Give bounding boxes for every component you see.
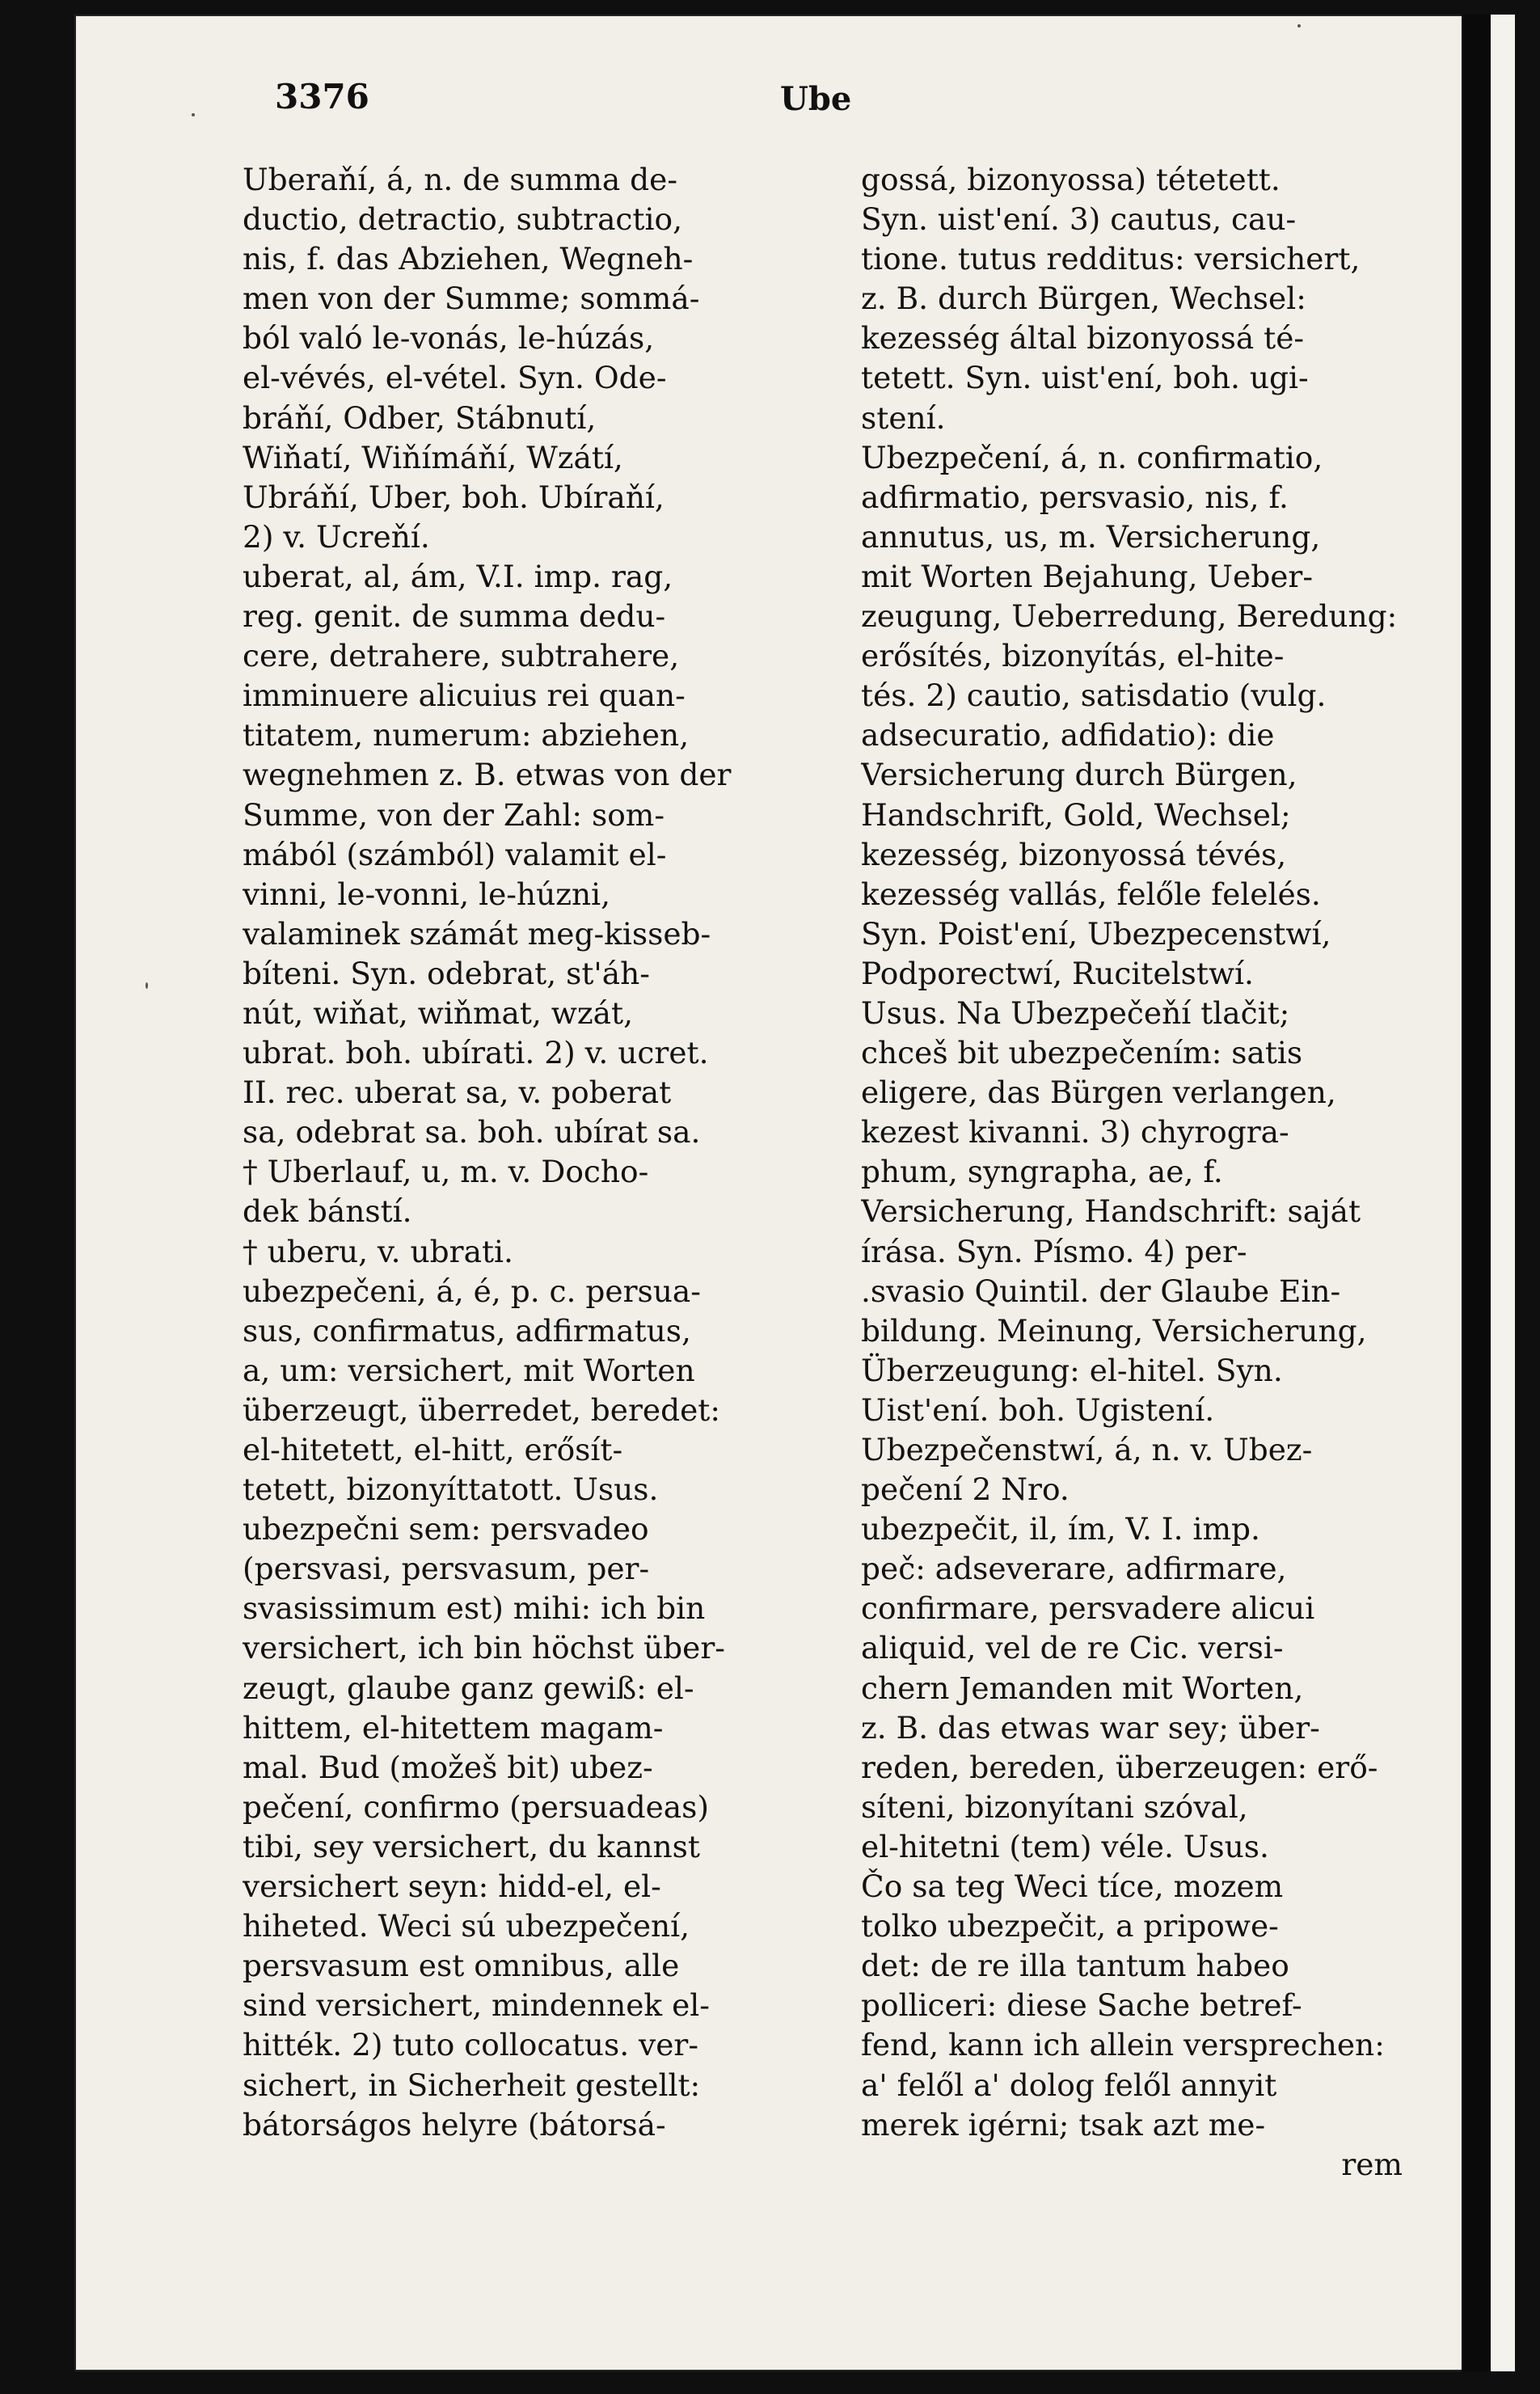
text-line: cere, detrahere, subtrahere,	[243, 638, 680, 674]
text-line: bíteni. Syn. odebrat, st'áh-	[243, 955, 650, 991]
text-line: polliceri: diese Sache betref-	[861, 1987, 1302, 2024]
text-line: adsecuratio, adfidatio): die	[861, 717, 1275, 754]
text-line: (persvasi, persvasum, per-	[243, 1551, 650, 1587]
text-line: men von der Summe; sommá-	[243, 281, 700, 317]
text-line: nút, wiňat, wiňmat, wzát,	[243, 994, 633, 1031]
text-line: valaminek számát meg-kisseb-	[243, 915, 711, 952]
text-line: hiheted. Weci sú ubezpečení,	[243, 1908, 690, 1944]
text-line: tetett, bizonyíttatott. Usus.	[243, 1471, 659, 1508]
text-line: Wiňatí, Wiňímáňí, Wzátí,	[243, 439, 623, 475]
text-line: Čo sa teg Weci tíce, mozem	[861, 1868, 1284, 1905]
text-line: sichert, in Sicherheit gestellt:	[243, 2067, 701, 2103]
text-line: Podporectwí, Rucitelstwí.	[861, 955, 1254, 991]
text-line: el-hitetni (tem) véle. Usus.	[861, 1828, 1269, 1864]
text-line: reg. genit. de summa dedu-	[243, 598, 666, 635]
text-line: el-vévés, el-vétel. Syn. Ode-	[243, 360, 667, 396]
text-line: sa, odebrat sa. boh. ubírat sa.	[243, 1114, 701, 1151]
text-line: Usus. Na Ubezpečeňí tlačit;	[861, 994, 1290, 1031]
text-line: stení.	[861, 399, 946, 436]
text-line: a' felől a' dolog felől annyit	[861, 2067, 1277, 2103]
text-line: Ubráňí, Uber, boh. Ubíraňí,	[243, 479, 665, 515]
print-speck	[192, 113, 195, 116]
catchword: rem	[1341, 2146, 1403, 2182]
text-line: chern Jemanden mit Worten,	[861, 1670, 1304, 1706]
text-line: mal. Bud (možeš bit) ubez-	[243, 1749, 653, 1785]
right-column	[861, 160, 1443, 2185]
left-column	[243, 160, 825, 2145]
print-speck	[1297, 24, 1301, 27]
text-line: el-hitetett, el-hitt, erősít-	[243, 1432, 623, 1467]
text-line: merek igérni; tsak azt me-	[861, 2106, 1266, 2143]
text-line: uberat, al, ám, V.I. imp. rag,	[243, 558, 673, 594]
text-line: írása. Syn. Písmo. 4) per-	[861, 1233, 1247, 1269]
text-line: kezest kivanni. 3) chyrogra-	[861, 1114, 1289, 1151]
text-line: II. rec. uberat sa, v. poberat	[243, 1075, 672, 1111]
text-line: z. B. durch Bürgen, Wechsel:	[861, 281, 1306, 317]
text-line: persvasum est omnibus, alle	[243, 1948, 680, 1984]
text-line: mából (számból) valamit el-	[243, 836, 667, 872]
text-line: † uberu, v. ubrati.	[243, 1233, 513, 1269]
text-line: kezesség, bizonyossá tévés,	[861, 836, 1287, 872]
text-line: peč: adseverare, adfirmare,	[861, 1551, 1287, 1587]
text-line: chceš bit ubezpečením: satis	[861, 1035, 1303, 1071]
text-line: tetett. Syn. uist'ení, boh. ugi-	[861, 360, 1309, 396]
text-line: hittem, el-hitettem magam-	[243, 1709, 664, 1746]
text-line: zeugt, glaube ganz gewiß: el-	[243, 1670, 694, 1706]
text-line: annutus, us, m. Versicherung,	[861, 518, 1321, 555]
text-line: pečení, confirmo (persuadeas)	[243, 1788, 710, 1825]
text-line: zeugung, Ueberredung, Beredung:	[861, 598, 1398, 635]
text-line: síteni, bizonyítani szóval,	[861, 1788, 1248, 1825]
text-line: imminuere alicuius rei quan-	[243, 678, 686, 714]
text-line: tolko ubezpečit, a pripowe-	[861, 1908, 1279, 1944]
text-line: Syn. Poist'ení, Ubezpecenstwí,	[861, 915, 1331, 952]
text-line: sus, confirmatus, adfirmatus,	[243, 1312, 691, 1349]
text-line: confirmare, persvadere alicui	[861, 1590, 1315, 1627]
text-line: fend, kann ich allein versprechen:	[861, 2027, 1385, 2063]
text-line: titatem, numerum: abziehen,	[243, 717, 690, 754]
text-line: erősítés, bizonyítás, el-hite-	[861, 638, 1285, 674]
print-speck	[146, 982, 148, 989]
text-line: versichert seyn: hidd-el, el-	[243, 1868, 661, 1905]
facing-page-edge	[1491, 15, 1515, 2371]
text-line: phum, syngrapha, ae, f.	[861, 1154, 1223, 1190]
text-line: Uist'ení. boh. Ugistení.	[861, 1391, 1215, 1428]
text-line: † Uberlauf, u, m. v. Docho-	[243, 1154, 649, 1190]
text-line: aliquid, vel de re Cic. versi-	[861, 1630, 1284, 1666]
binding-gutter	[1462, 15, 1491, 2371]
text-line: Versicherung durch Bürgen,	[861, 757, 1297, 793]
text-line: svasissimum est) mihi: ich bin	[243, 1590, 706, 1627]
text-line: ubezpečni sem: persvadeo	[243, 1511, 649, 1547]
text-line: Ubezpečení, á, n. confirmatio,	[861, 439, 1323, 475]
text-line: dek bánstí.	[243, 1193, 412, 1230]
text-line: vinni, le-vonni, le-húzni,	[243, 876, 611, 912]
text-line: .svasio Quintil. der Glaube Ein-	[861, 1273, 1341, 1309]
text-line: nis, f. das Abziehen, Wegneh-	[243, 241, 694, 277]
text-line: bátorságos helyre (bátorsá-	[243, 2106, 666, 2143]
text-line: bráňí, Odber, Stábnutí,	[243, 399, 597, 436]
text-line: ductio, detractio, subtractio,	[243, 201, 682, 238]
text-line: wegnehmen z. B. etwas von der	[243, 757, 732, 793]
page-number: 3376	[275, 77, 369, 116]
text-line: tione. tutus redditus: versichert,	[861, 241, 1361, 277]
text-line: hitték. 2) tuto collocatus. ver-	[243, 2027, 699, 2063]
text-line: überzeugt, überredet, beredet:	[243, 1391, 721, 1428]
text-line: Versicherung, Handschrift: saját	[861, 1193, 1361, 1230]
text-line: kezesség által bizonyossá té-	[861, 320, 1305, 357]
text-line: 2) v. Ucreňí.	[243, 518, 430, 555]
text-line: Summe, von der Zahl: som-	[243, 796, 665, 833]
text-line: adfirmatio, persvasio, nis, f.	[861, 479, 1289, 515]
text-line: ból való le-vonás, le-húzás,	[243, 320, 655, 357]
text-line: kezesség vallás, felőle felelés.	[861, 876, 1321, 912]
text-line: a, um: versichert, mit Worten	[243, 1352, 695, 1388]
text-line: sind versichert, mindennek el-	[243, 1987, 710, 2024]
text-line: Handschrift, Gold, Wechsel;	[861, 796, 1291, 833]
text-line: reden, bereden, überzeugen: erő-	[861, 1749, 1378, 1785]
text-line: Uberaňí, á, n. de summa de-	[243, 162, 678, 197]
text-line: det: de re illa tantum habeo	[861, 1948, 1289, 1984]
text-line: mit Worten Bejahung, Ueber-	[861, 558, 1314, 594]
text-line: eligere, das Bürgen verlangen,	[861, 1075, 1336, 1111]
text-line: bildung. Meinung, Versicherung,	[861, 1312, 1367, 1349]
text-line: versichert, ich bin höchst über-	[243, 1630, 725, 1666]
text-line: Syn. uist'ení. 3) cautus, cau-	[861, 201, 1297, 238]
running-head: Ube	[780, 80, 852, 118]
text-line: Überzeugung: el-hitel. Syn.	[861, 1352, 1283, 1388]
text-line: ubrat. boh. ubírati. 2) v. ucret.	[243, 1035, 709, 1071]
text-line: tibi, sey versichert, du kannst	[243, 1828, 700, 1864]
text-line: z. B. das etwas war sey; über-	[861, 1709, 1320, 1746]
text-line: pečení 2 Nro.	[861, 1471, 1070, 1508]
text-line: tés. 2) cautio, satisdatio (vulg.	[861, 678, 1327, 714]
text-line: ubezpečeni, á, é, p. c. persua-	[243, 1273, 701, 1309]
text-line: gossá, bizonyossa) tétetett.	[861, 162, 1281, 197]
page-header	[202, 77, 1415, 125]
text-line: Ubezpečenstwí, á, n. v. Ubez-	[861, 1432, 1313, 1467]
text-line: ubezpečit, il, ím, V. I. imp.	[861, 1511, 1260, 1547]
